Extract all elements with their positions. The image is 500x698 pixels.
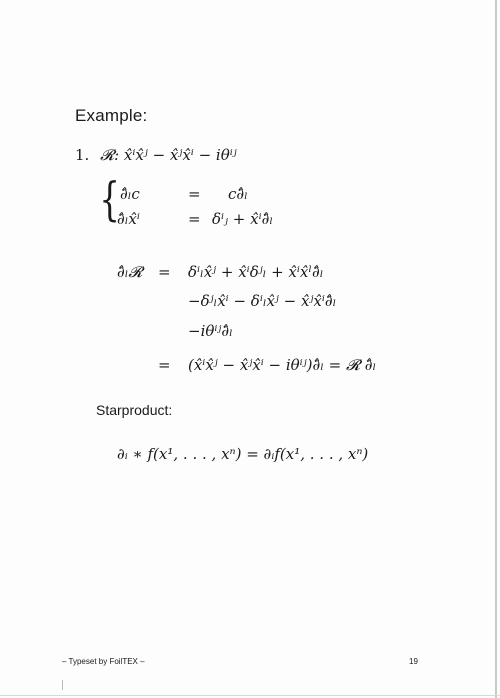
item-1	[75, 146, 237, 164]
system-line-2-lhs: ∂̂ₗx̂ⁱ	[117, 210, 140, 228]
footer-typeset-note: – Typeset by FoilTEX –	[62, 657, 145, 666]
derivation-eq-2: =	[158, 356, 171, 374]
system-line-1-lhs: ∂̂ₗc	[120, 185, 140, 203]
system-line-1-eq: =	[188, 185, 201, 203]
scan-mark	[62, 680, 63, 690]
derivation-eq-1: =	[158, 263, 171, 281]
derivation-line-4: (x̂ⁱx̂ʲ − x̂ʲx̂ⁱ − iθⁱʲ)∂̂ₗ = 𝓡 ∂̂ₗ	[188, 356, 377, 374]
item-formula: 𝓡: x̂ⁱx̂ʲ − x̂ʲx̂ⁱ − iθⁱʲ	[100, 146, 237, 164]
page-bottom-edge	[0, 695, 500, 696]
starproduct-formula: ∂ᵢ ∗ f(x¹, . . . , xⁿ) = ∂ᵢf(x¹, . . . , xⁿ)	[117, 445, 369, 463]
page-edge-shadow	[495, 0, 497, 698]
derivation-line-1: δⁱₗx̂ʲ + x̂ⁱδʲₗ + x̂ⁱx̂ˡ∂̂ₗ	[188, 263, 324, 281]
page-number: 19	[409, 657, 418, 666]
derivation-lhs: ∂̂ₗ𝓡	[117, 263, 143, 281]
derivation-line-3: −iθⁱʲ∂̂ₗ	[188, 322, 233, 340]
system-line-2-rhs: δⁱⱼ + x̂ⁱ∂̂ₗ	[212, 210, 273, 228]
starproduct-label: Starproduct:	[96, 402, 173, 418]
left-brace: {	[99, 172, 120, 226]
derivation-line-2: −δʲₗx̂ⁱ − δⁱₗx̂ʲ − x̂ʲx̂ⁱ∂̂ₗ	[188, 292, 337, 310]
section-heading: Example:	[75, 106, 148, 125]
system-line-1-rhs: c∂̂ₗ	[228, 185, 248, 203]
system-line-2-eq: =	[188, 210, 201, 228]
item-number: 1.	[75, 146, 90, 164]
